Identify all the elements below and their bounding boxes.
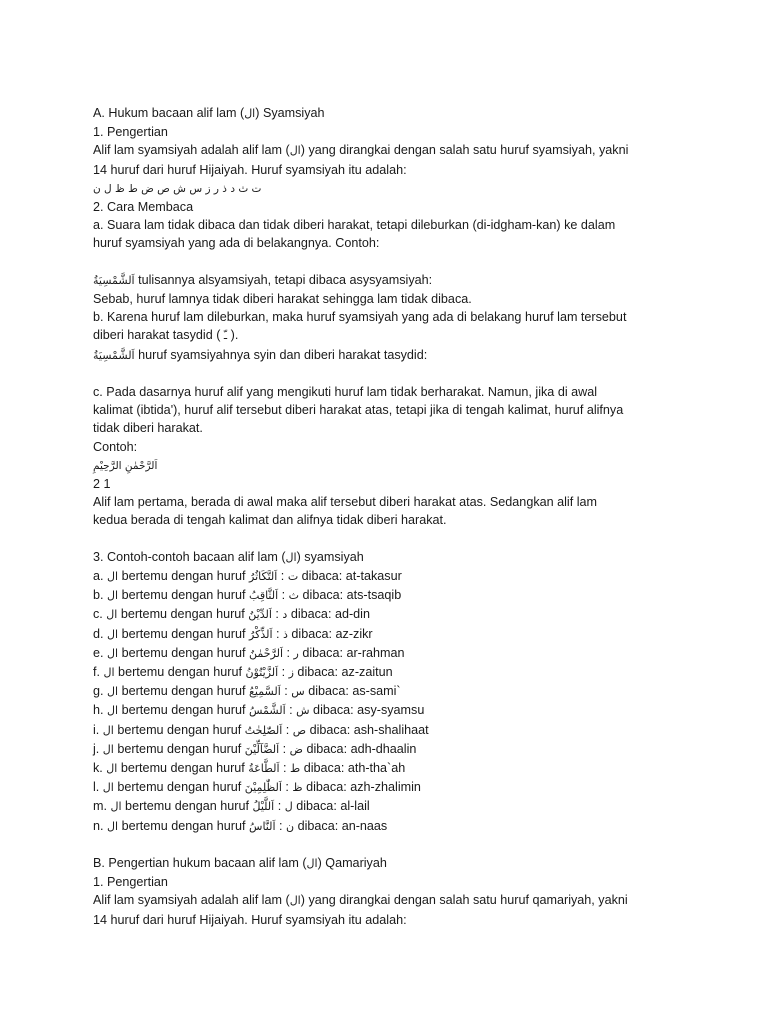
example-row xyxy=(93,644,693,663)
bertemu-text: bertemu dengan huruf xyxy=(118,626,250,641)
point-a-line-1: a. Suara lam tidak dibaca dan tidak diberi harakat, tetapi dileburkan (di-idgham-kan) ke dalam xyxy=(93,218,616,233)
dibaca-text: dibaca: xyxy=(294,818,342,833)
colon: : xyxy=(271,607,283,622)
alif-lam-glyph: ال xyxy=(103,666,115,680)
huruf-glyph: ض xyxy=(289,742,303,756)
alif-lam-glyph: ال xyxy=(107,646,119,660)
colon: : xyxy=(275,818,287,833)
reading-text: al-lail xyxy=(340,799,370,814)
heading-text-end: ) Qamariyah xyxy=(317,856,387,871)
example-row xyxy=(93,797,693,816)
bertemu-text: bertemu dengan huruf xyxy=(117,607,249,622)
example-letter: f. xyxy=(93,665,100,680)
syamsiyah-letters: ت ث د ذ ر ز س ش ص ض ط ظ ل ن xyxy=(93,182,262,195)
example-letter: l. xyxy=(93,780,100,795)
huruf-glyph: ش xyxy=(296,704,310,718)
huruf-glyph: ل xyxy=(284,800,293,814)
reading-text: adh-dhaalin xyxy=(350,741,417,756)
point-c-line-1: c. Pada dasarnya huruf alif yang mengikuti huruf lam tidak berharakat. Namun, jika di awal xyxy=(93,385,598,400)
huruf-glyph: ن xyxy=(286,819,295,833)
bertemu-text: bertemu dengan huruf xyxy=(121,799,253,814)
reading-text: asy-syamsu xyxy=(357,703,425,718)
arabic-word: اَلسَّمِيْعُ xyxy=(249,685,281,699)
spacer xyxy=(93,836,693,854)
colon: : xyxy=(280,684,292,699)
point-b-line-1: b. Karena huruf lam dileburkan, maka huruf syamsiyah yang ada di belakang huruf lam tersebut xyxy=(93,310,627,325)
sebab-line: Sebab, huruf lamnya tidak diberi harakat sehingga lam tidak dibaca. xyxy=(93,292,472,307)
huruf-glyph: ط xyxy=(290,762,301,776)
example-row xyxy=(93,759,693,778)
example-tulisannya xyxy=(93,271,693,290)
section-b-heading xyxy=(93,854,693,873)
dibaca-text: dibaca: xyxy=(309,703,358,718)
reading-text: ath-tha`ah xyxy=(347,761,406,776)
dibaca-text: dibaca: xyxy=(298,645,347,660)
dibaca-text: dibaca: xyxy=(287,607,335,622)
definition-line-2: 14 huruf dari huruf Hijaiyah. Huruf syamsiyah itu adalah: xyxy=(93,162,407,177)
alif-lam-glyph: ال xyxy=(306,857,318,871)
huruf-glyph: ز xyxy=(288,666,294,680)
contoh-label: Contoh: xyxy=(93,439,138,454)
alif-lam-glyph: ال xyxy=(106,762,118,776)
alif-lam-glyph: ال xyxy=(107,570,119,584)
alif-lam-glyph: ال xyxy=(102,781,114,795)
definition-b-line-2: 14 huruf dari huruf Hijaiyah. Huruf syamsiyah itu adalah: xyxy=(93,912,407,927)
dibaca-text: dibaca: xyxy=(299,588,347,603)
huruf-glyph: ص xyxy=(292,723,307,737)
alif-lam-glyph: ال xyxy=(102,742,114,756)
alif-lam-glyph: ال xyxy=(102,723,114,737)
example-row xyxy=(93,778,693,797)
point-b-text-end: ). xyxy=(227,328,239,343)
arabic-word: اَلثَّاقِبُ xyxy=(249,589,279,603)
colon: : xyxy=(278,665,289,680)
example-row xyxy=(93,567,693,586)
definition-text-end: ) yang dirangkai dengan salah satu huruf syamsiyah, yakni xyxy=(300,143,629,158)
colon: : xyxy=(279,741,290,756)
heading-text: B. Pengertian hukum bacaan alif lam ( xyxy=(93,856,307,871)
reading-text: az-zikr xyxy=(335,626,373,641)
subheading-pengertian-b: 1. Pengertian xyxy=(93,875,168,890)
reading-text: ash-shalihaat xyxy=(353,722,429,737)
example-row xyxy=(93,625,693,644)
reading-text: ats-tsaqib xyxy=(346,588,402,603)
arabic-word: اَلنَّاسُ xyxy=(249,819,276,833)
dibaca-text: dibaca: xyxy=(298,569,346,584)
example-row xyxy=(93,663,693,682)
reading-text: azh-zhalimin xyxy=(350,780,421,795)
point-c-line-2: kalimat (ibtida'), huruf alif tersebut diberi harakat atas, tetapi jika di tengah kalimat, huruf alifnya xyxy=(93,403,624,418)
colon: : xyxy=(282,722,293,737)
definition-text: Alif lam syamsiyah adalah alif lam ( xyxy=(93,893,290,908)
arabic-word: اَلدِّيْنُ xyxy=(248,608,272,622)
arabic-word: اَلتَّكَاثُرُ xyxy=(249,570,278,584)
arabic-word: اَلرَّحْمٰنُ xyxy=(249,646,284,660)
reading-text: ad-din xyxy=(334,607,370,622)
example-letter: h. xyxy=(93,703,104,718)
explanation-line-1: Alif lam pertama, berada di awal maka alif tersebut diberi harakat atas. Sedangkan alif lam xyxy=(93,495,598,510)
colon: : xyxy=(281,780,293,795)
dibaca-text: dibaca: xyxy=(304,684,353,699)
alif-lam-glyph: ال xyxy=(289,894,301,908)
huruf-glyph: ث xyxy=(288,589,300,603)
reading-text: ar-rahman xyxy=(346,645,405,660)
example-letter: n. xyxy=(93,818,104,833)
example-row xyxy=(93,721,693,740)
colon: : xyxy=(274,799,285,814)
spacer xyxy=(93,530,693,548)
bertemu-text: bertemu dengan huruf xyxy=(118,684,250,699)
bertemu-text: bertemu dengan huruf xyxy=(117,761,249,776)
example-row xyxy=(93,817,693,836)
bertemu-text: bertemu dengan huruf xyxy=(113,722,245,737)
definition-text-end: ) yang dirangkai dengan salah satu huruf qamariyah, yakni xyxy=(300,893,628,908)
alif-lam-glyph: ال xyxy=(107,589,119,603)
example-row xyxy=(93,682,693,701)
tasydid-glyph: ـّ xyxy=(223,329,228,343)
heading-text-end: ) syamsiyah xyxy=(296,549,364,564)
bertemu-text: bertemu dengan huruf xyxy=(118,588,250,603)
example-letter: e. xyxy=(93,645,104,660)
definition-line-1 xyxy=(93,141,693,160)
colon: : xyxy=(277,569,288,584)
alif-lam-glyph: ال xyxy=(107,819,119,833)
arabic-word: اَللَّيْلُ xyxy=(252,800,275,814)
alif-lam-glyph: ال xyxy=(107,627,119,641)
spacer xyxy=(93,365,693,383)
dibaca-text: dibaca: xyxy=(306,722,354,737)
alif-lam-glyph: ال xyxy=(106,608,118,622)
document-page xyxy=(93,104,693,929)
bertemu-text: bertemu dengan huruf xyxy=(114,665,246,680)
example-letter: a. xyxy=(93,569,104,584)
huruf-glyph: ر xyxy=(293,646,299,660)
example-row xyxy=(93,605,693,624)
heading-text-end: ) Syamsiyah xyxy=(255,106,325,120)
example-row xyxy=(93,701,693,720)
huruf-glyph: د xyxy=(282,608,288,622)
example-letter: i. xyxy=(93,722,100,737)
dibaca-text: dibaca: xyxy=(293,665,342,680)
explanation-line-2: kedua berada di tengah kalimat dan alifnya tidak diberi harakat. xyxy=(93,513,447,528)
alif-lam-glyph: ال xyxy=(244,107,256,120)
arabic-word: اَلضَّآلِّيْنَ xyxy=(244,742,280,756)
section-3-heading xyxy=(93,548,693,567)
huruf-glyph: ت xyxy=(287,570,299,584)
dibaca-text: dibaca: xyxy=(287,626,336,641)
bertemu-text: bertemu dengan huruf xyxy=(113,780,245,795)
point-c-line-3: tidak diberi harakat. xyxy=(93,421,203,436)
dibaca-text: dibaca: xyxy=(292,799,341,814)
arabic-word: اَلذِّكْرُ xyxy=(249,627,273,641)
number-labels: 2 1 xyxy=(93,477,111,492)
point-b-line-2 xyxy=(93,326,693,345)
example-letter: d. xyxy=(93,626,104,641)
arabic-word: اَلزَّيْتُوْنُ xyxy=(245,666,279,680)
alif-lam-glyph: ال xyxy=(110,800,122,814)
colon: : xyxy=(272,626,284,641)
arabic-word: اَلشَّمْسِيَةُ xyxy=(93,348,135,362)
heading-text: A. Hukum bacaan alif lam ( xyxy=(93,106,245,120)
arabic-example: اَلرَّحْمٰنِ الرَّحِيْمِ xyxy=(93,459,158,472)
example-letter: b. xyxy=(93,588,104,603)
spacer xyxy=(93,253,693,271)
bertemu-text: bertemu dengan huruf xyxy=(118,703,250,718)
arabic-word: اَلشَّمْسُ xyxy=(249,704,286,718)
reading-text: an-naas xyxy=(341,818,388,833)
colon: : xyxy=(285,703,297,718)
bertemu-text: bertemu dengan huruf xyxy=(118,818,250,833)
example-text: tulisannya alsyamsiyah, tetapi dibaca asysyamsiyah: xyxy=(134,272,433,287)
syamsiyah-letters-row xyxy=(93,179,693,198)
arabic-word: اَلصّٰلِحٰتُ xyxy=(244,723,283,737)
reading-text: az-zaitun xyxy=(341,665,393,680)
alif-lam-glyph: ال xyxy=(107,685,119,699)
arabic-word: اَلطَّاعَةُ xyxy=(248,762,280,776)
alif-lam-glyph: ال xyxy=(289,144,301,158)
example-letter: c. xyxy=(93,607,103,622)
point-b-text: diberi harakat tasydid ( xyxy=(93,328,224,343)
reading-text: as-sami` xyxy=(352,684,401,699)
dibaca-text: dibaca: xyxy=(302,780,351,795)
example-letter: k. xyxy=(93,761,103,776)
colon: : xyxy=(278,588,289,603)
example-row xyxy=(93,740,693,759)
alif-lam-glyph: ال xyxy=(285,550,297,564)
dibaca-text: dibaca: xyxy=(300,761,348,776)
definition-b-line-1 xyxy=(93,891,693,910)
subheading-cara-membaca: 2. Cara Membaca xyxy=(93,200,194,215)
arabic-example-row xyxy=(93,456,693,475)
heading-text: 3. Contoh-contoh bacaan alif lam ( xyxy=(93,549,286,564)
example-letter: g. xyxy=(93,684,104,699)
example-row xyxy=(93,586,693,605)
arabic-word: اَلظّٰلِمِيْنَ xyxy=(244,781,282,795)
section-a-heading xyxy=(93,104,693,123)
point-a-line-2: huruf syamsiyah yang ada di belakangnya. Contoh: xyxy=(93,236,380,251)
alif-lam-glyph: ال xyxy=(107,704,119,718)
bertemu-text: bertemu dengan huruf xyxy=(113,741,245,756)
huruf-glyph: ظ xyxy=(292,781,303,795)
arabic-word: اَلشَّمْسِيَةُ xyxy=(93,273,135,287)
bertemu-text: bertemu dengan huruf xyxy=(118,569,250,584)
example-letter: m. xyxy=(93,799,107,814)
huruf-glyph: س xyxy=(291,685,305,699)
examples-list xyxy=(93,567,693,836)
dibaca-text: dibaca: xyxy=(302,741,351,756)
example-letter: j. xyxy=(93,741,100,756)
subheading-pengertian: 1. Pengertian xyxy=(93,125,168,140)
reading-text: at-takasur xyxy=(345,569,402,584)
definition-text: Alif lam syamsiyah adalah alif lam ( xyxy=(93,143,290,158)
colon: : xyxy=(279,761,291,776)
example-text: huruf syamsiyahnya syin dan diberi harakat tasydid: xyxy=(134,347,428,362)
colon: : xyxy=(283,645,294,660)
bertemu-text: bertemu dengan huruf xyxy=(118,645,250,660)
huruf-glyph: ذ xyxy=(283,627,288,641)
example-huruf-syin xyxy=(93,346,693,365)
